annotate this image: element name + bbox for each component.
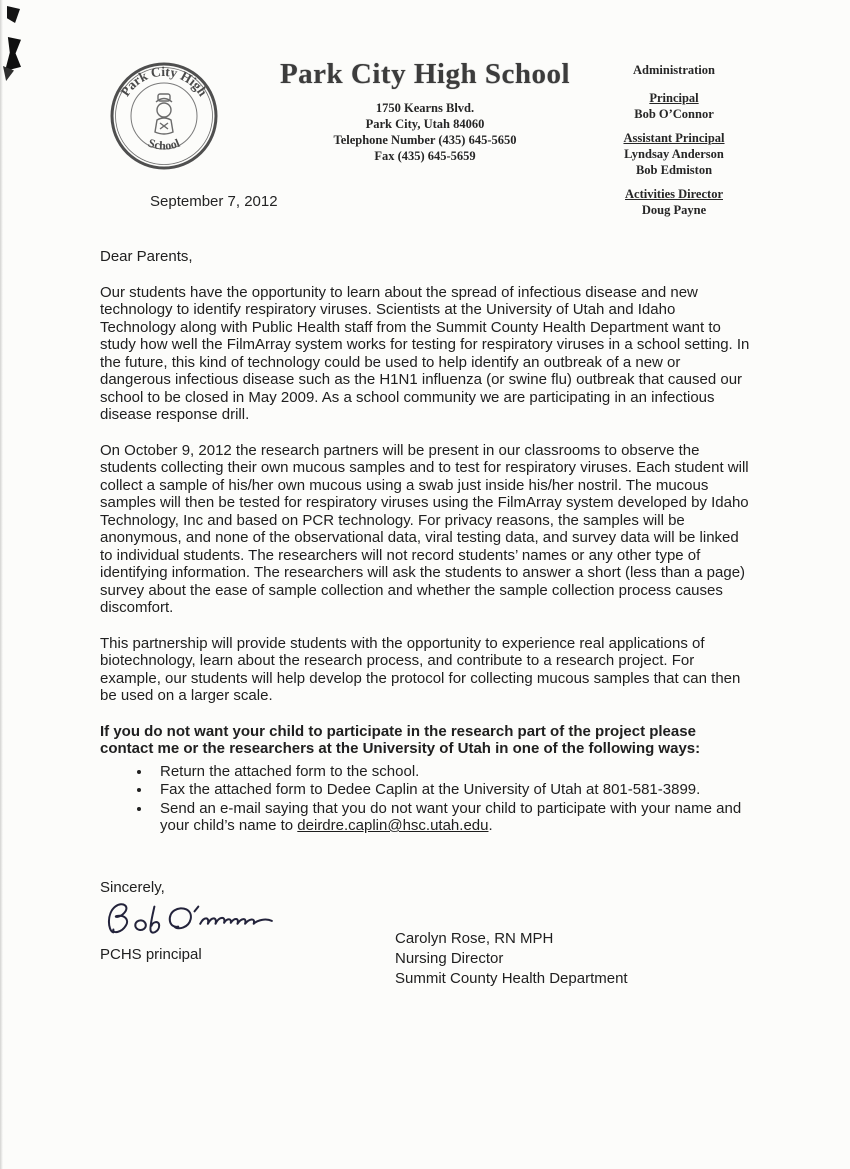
letterhead-center — [250, 58, 600, 164]
address-line-2: Park City, Utah 84060 — [365, 117, 485, 131]
contact-title: Nursing Director — [395, 949, 504, 967]
phone-line: Telephone Number (435) 645-5650 — [333, 133, 517, 147]
assistant-principal-name-2: Bob Edmiston — [635, 163, 713, 177]
salutation: Dear Parents, — [100, 248, 193, 265]
school-name: Park City High School — [279, 58, 571, 90]
scan-edge-shadow — [0, 0, 3, 1169]
paragraph-2: On October 9, 2012 the research partners will be present in our classrooms to observe the students collecting their own mucous samples and to test for respiratory viruses. Each student will collect a sample of his/her own mucous using a swab just inside his/her nostril. The mucous samples will then be tested for respiratory viruses using the FilmArray system developed by Idaho Technology, Inc and based on PCR technology. For privacy reasons, the samples will be anonymous, and none of the observational data, viral testing data, and survey data will be linked to individual students. The researchers will not record students’ names or any other type of identifying information. The researchers will ask the students to answer a short (less than a page) survey about the ease of sample collection and whether the sample collection process causes discomfort. — [100, 441, 749, 616]
svg-text:School — [146, 136, 182, 153]
principal-heading: Principal — [649, 91, 699, 105]
signer-title: PCHS principal — [100, 946, 202, 963]
school-address-block — [250, 100, 600, 164]
assistant-principal-heading: Assistant Principal — [623, 131, 725, 145]
admin-section-assistant-principal — [604, 130, 744, 178]
principal-name: Bob O’Connor — [634, 107, 714, 121]
email-item-post-text: . — [488, 817, 493, 834]
address-line-1: 1750 Kearns Blvd. — [375, 101, 475, 115]
scan-artifact-top-left-2 — [5, 37, 21, 71]
paragraph-1: Our students have the opportunity to learn about the spread of infectious disease and new technology to identify respiratory viruses. Scientists at the University of Utah and Idaho Technology along with Public Health staff from the Summit County Health Department want to study how well the FilmArray system works for testing for respiratory viruses in a school setting. In the future, this kind of technology could be used to help identify an outbreak of a new or dangerous infectious disease such as the H1N1 influenza (or swine flu) outbreak that caused our school to be closed in May 2009. As a school community we are participating in an infectious disease response drill. — [100, 283, 750, 423]
school-seal-icon — [108, 60, 220, 172]
seal-arc-bottom-text: School — [146, 135, 182, 153]
administration-block — [604, 62, 744, 226]
list-item-email — [152, 800, 750, 835]
signature-handwriting — [102, 898, 287, 940]
email-item-pre-text: Send an e-mail saying that you do not want your child to participate with your name and your child’s name to — [160, 799, 742, 834]
administration-title: Administration — [633, 63, 715, 77]
paragraph-3: This partnership will provide students with the opportunity to experience real applications of biotechnology, learn about the research process, and contribute to a research project. For example, our students will help develop the protocol for collecting mucous samples that can then be used on a larger scale. — [100, 634, 741, 704]
fax-line: Fax (435) 645-5659 — [374, 149, 476, 163]
miner-mascot-icon — [155, 94, 173, 134]
admin-section-principal — [604, 90, 744, 122]
contact-name: Carolyn Rose, RN MPH — [395, 929, 554, 947]
activities-director-name: Doug Payne — [641, 203, 707, 217]
contact-org: Summit County Health Department — [395, 969, 628, 987]
list-item-return-form: • Return the attached form to the school. — [152, 763, 750, 781]
assistant-principal-name-1: Lyndsay Anderson — [624, 147, 724, 161]
letter-date: September 7, 2012 — [150, 193, 278, 210]
activities-director-heading: Activities Director — [625, 187, 723, 201]
contact-block — [395, 929, 628, 989]
seal-arc-top-text: Park City High — [117, 63, 211, 99]
sincerely-text: Sincerely, — [100, 878, 165, 896]
email-link[interactable]: deirdre.caplin@hsc.utah.edu — [297, 817, 489, 834]
opt-out-instructions: If you do not want your child to participate in the research part of the project please contact me or the researchers at the University of Utah in one of the following ways: — [100, 722, 701, 757]
closing-block — [100, 879, 750, 999]
opt-out-options-list — [152, 763, 750, 835]
list-item-fax-form: • Fax the attached form to Dedee Caplin at the University of Utah at 801-581-3899. — [152, 781, 750, 799]
admin-section-activities-director — [604, 186, 744, 218]
school-seal-logo — [108, 60, 220, 172]
letter-body — [100, 248, 750, 999]
scan-artifact-top-left-1 — [7, 6, 20, 23]
